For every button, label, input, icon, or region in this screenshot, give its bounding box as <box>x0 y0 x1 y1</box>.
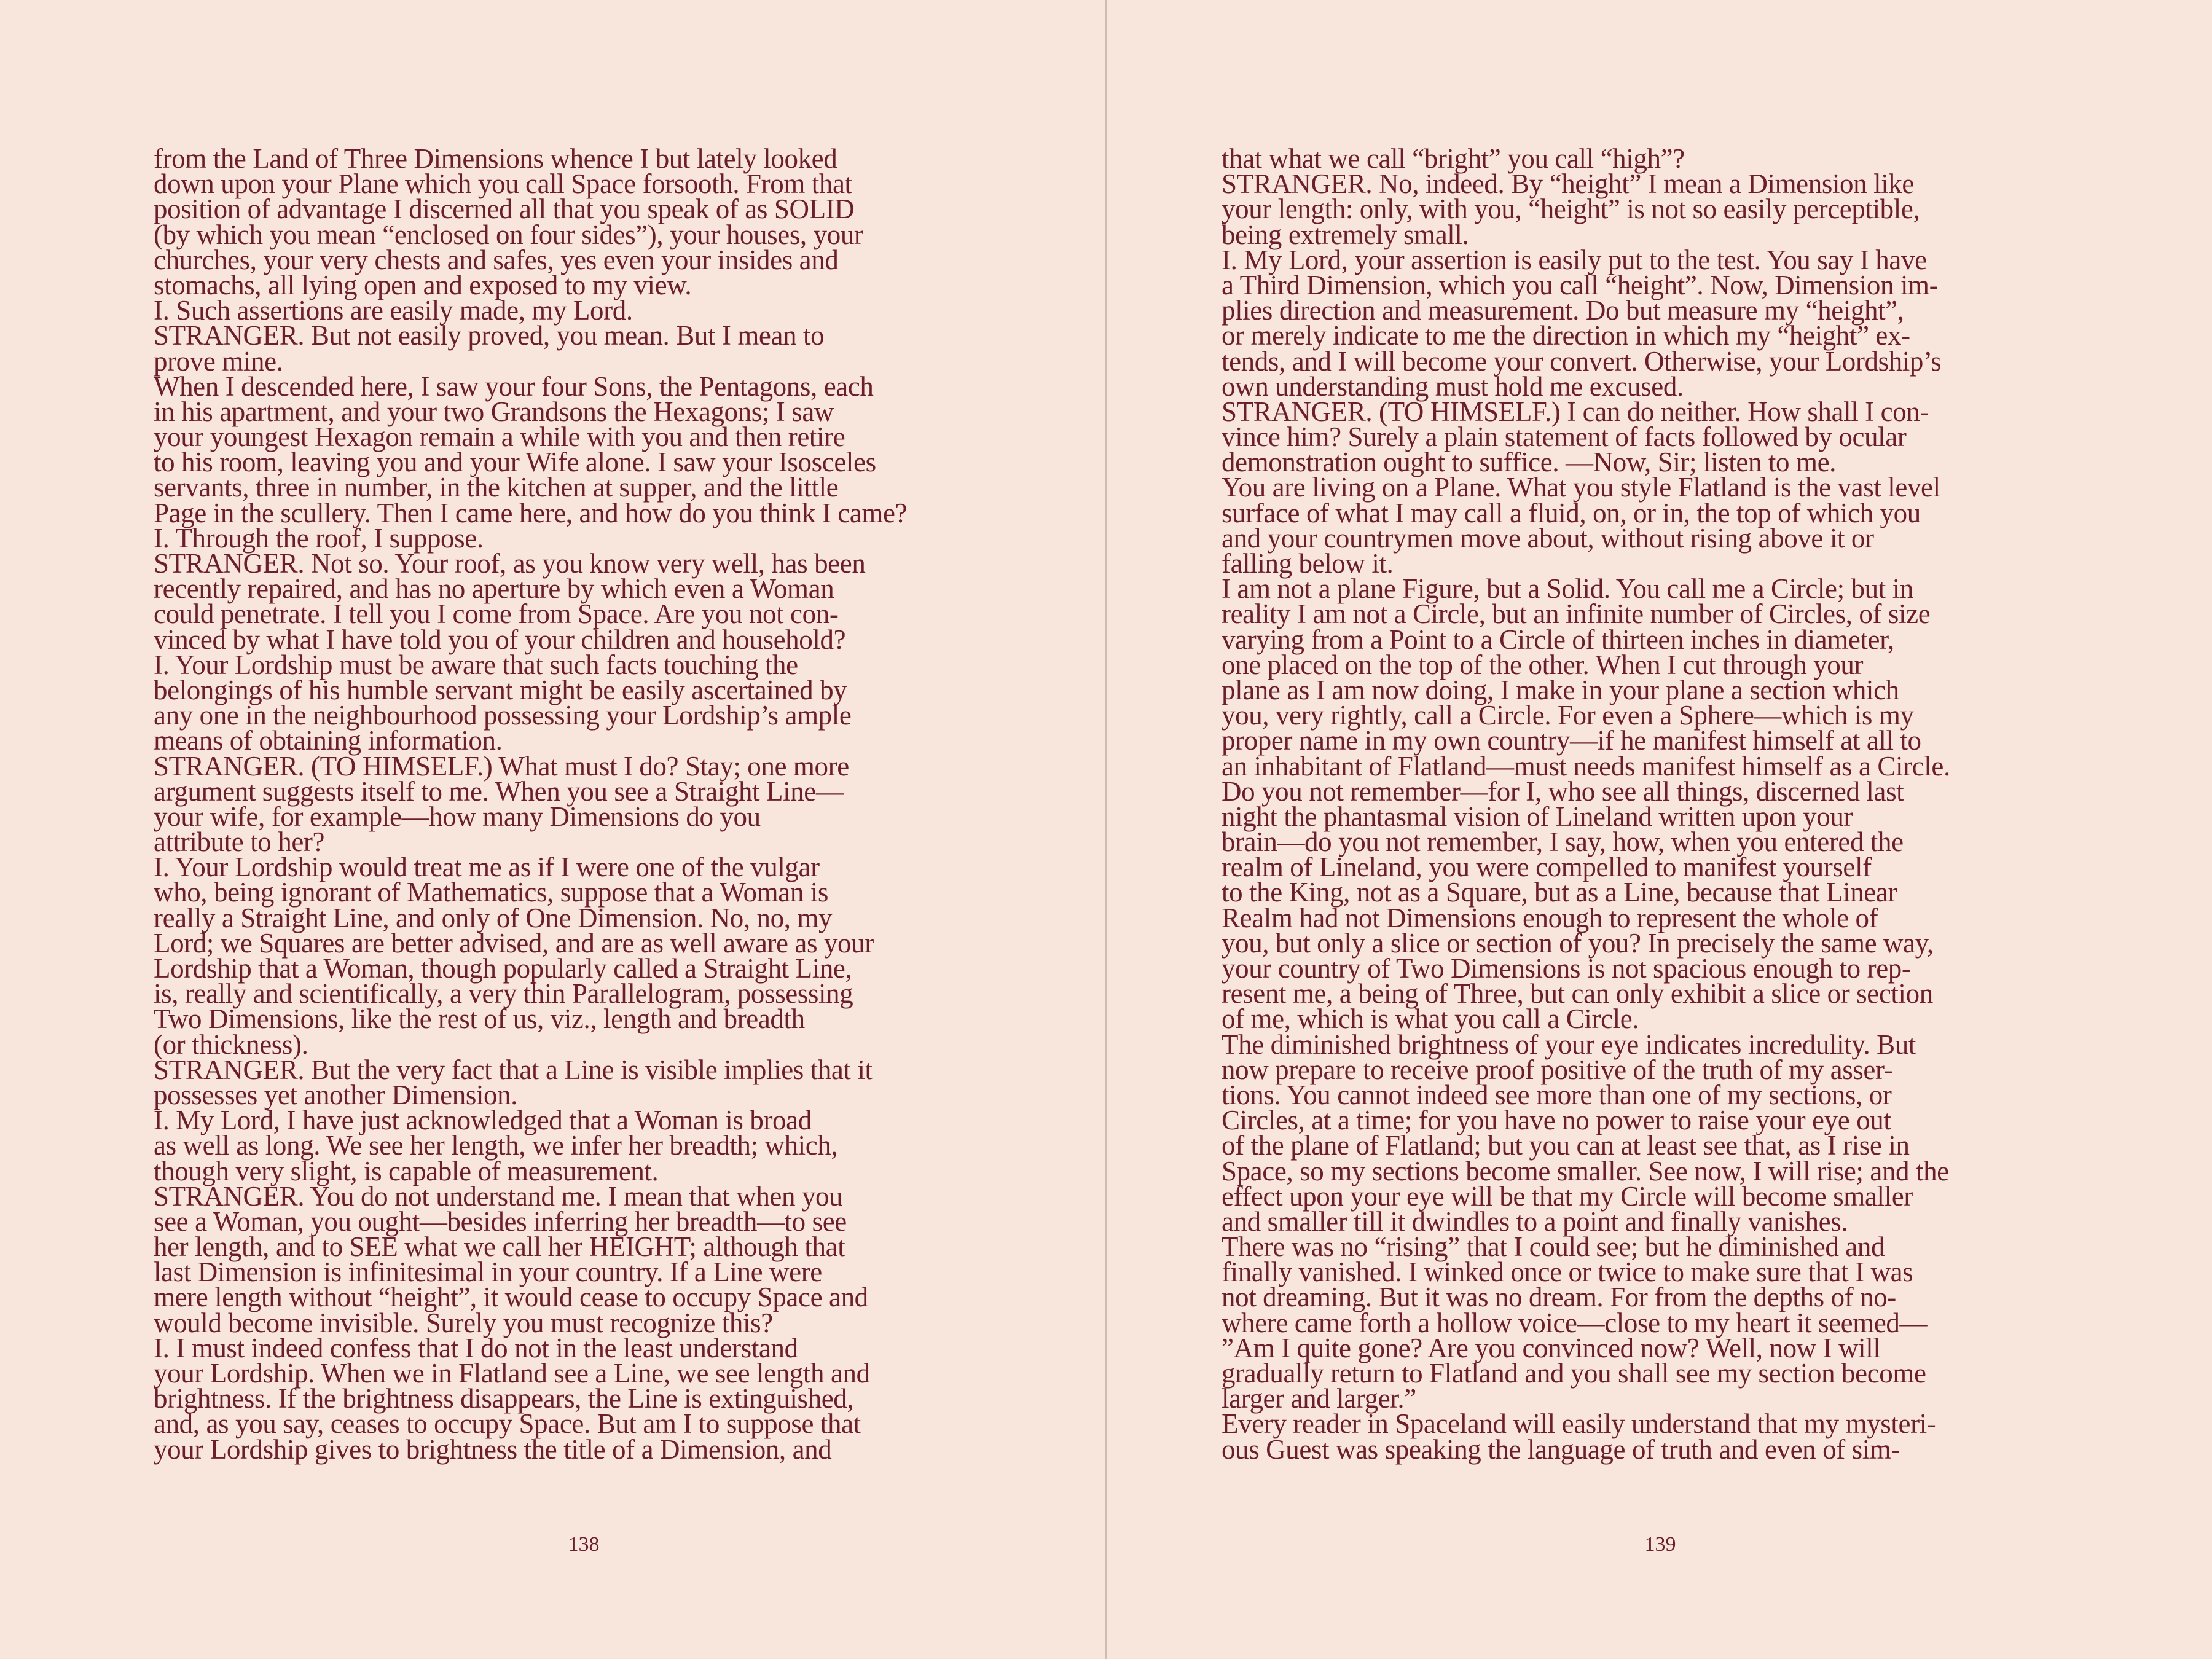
text-line: though very slight, is capable of measurement. <box>154 1155 659 1186</box>
text-line: possesses yet another Dimension. <box>154 1079 518 1110</box>
text-line: stomachs, all lying open and exposed to my view. <box>154 269 692 300</box>
text-line: her length, and to SEE what we call her HEIGHT; although that <box>154 1231 845 1263</box>
text-line: There was no “rising” that I could see; but he diminished and <box>1222 1231 1885 1263</box>
text-line: one placed on the top of the other. When I cut through your <box>1222 649 1864 680</box>
text-line: I. My Lord, I have just acknowledged that a Woman is broad <box>154 1105 812 1136</box>
text-line: I. I must indeed confess that I do not in the least understand <box>154 1332 798 1363</box>
text-line: Lordship that a Woman, though popularly called a Straight Line, <box>154 953 852 984</box>
text-line: ”Am I quite gone? Are you convinced now? Well, now I will <box>1222 1332 1881 1363</box>
text-line: STRANGER. (TO HIMSELF.) I can do neither. How shall I con- <box>1222 396 1929 427</box>
text-line: your country of Two Dimensions is not spacious enough to rep- <box>1222 953 1911 984</box>
text-line: larger and larger.” <box>1222 1383 1416 1414</box>
text-line: vinced by what I have told you of your children and household? <box>154 624 846 655</box>
left-page-number: 138 <box>568 1533 600 1556</box>
text-line: resent me, a being of Three, but can only exhibit a slice or section <box>1222 978 1933 1010</box>
text-line: belongings of his humble servant might be easily ascertained by <box>154 674 847 705</box>
text-line: is, really and scientifically, a very thin Parallelogram, possessing <box>154 978 853 1010</box>
text-line: from the Land of Three Dimensions whence I but lately looked <box>154 143 837 174</box>
text-line: STRANGER. You do not understand me. I mean that when you <box>154 1180 843 1212</box>
text-line: I. Such assertions are easily made, my Lord. <box>154 295 633 326</box>
text-line: a Third Dimension, which you call “height”. Now, Dimension im- <box>1222 269 1939 300</box>
text-line: STRANGER. But the very fact that a Line is visible implies that it <box>154 1054 873 1085</box>
text-line: Space, so my sections become smaller. See now, I will rise; and the <box>1222 1155 1949 1186</box>
text-line: your Lordship gives to brightness the title of a Dimension, and <box>154 1433 832 1465</box>
text-line: last Dimension is infinitesimal in your country. If a Line were <box>154 1257 822 1288</box>
text-line: where came forth a hollow voice—close to my heart it seemed— <box>1222 1307 1928 1338</box>
text-line: tends, and I will become your convert. Otherwise, your Lordship’s <box>1222 345 1942 377</box>
text-line: vince him? Surely a plain statement of facts followed by ocular <box>1222 422 1907 453</box>
text-line: plies direction and measurement. Do but measure my “height”, <box>1222 295 1904 326</box>
text-line: recently repaired, and has no aperture by which even a Woman <box>154 573 834 605</box>
text-line: Do you not remember—for I, who see all things, discerned last <box>1222 775 1904 807</box>
text-line: argument suggests itself to me. When you see a Straight Line— <box>154 775 844 807</box>
text-line: (or thickness). <box>154 1029 308 1060</box>
text-line: I. Through the roof, I suppose. <box>154 522 484 554</box>
text-line: brightness. If the brightness disappears, the Line is extinguished, <box>154 1383 854 1414</box>
text-line: and smaller till it dwindles to a point and finally vanishes. <box>1222 1206 1848 1237</box>
text-line: Circles, at a time; for you have no power to raise your eye out <box>1222 1105 1891 1136</box>
text-line: I am not a plane Figure, but a Solid. You call me a Circle; but in <box>1222 573 1913 605</box>
text-line: would become invisible. Surely you must recognize this? <box>154 1307 773 1338</box>
text-line: STRANGER. Not so. Your roof, as you know very well, has been <box>154 548 866 579</box>
text-line: STRANGER. But not easily proved, you mean. But I mean to <box>154 320 825 351</box>
text-line: surface of what I may call a fluid, on, or in, the top of which you <box>1222 497 1921 528</box>
text-line: plane as I am now doing, I make in your plane a section which <box>1222 674 1899 705</box>
text-line: means of obtaining information. <box>154 725 503 756</box>
text-line: I. My Lord, your assertion is easily put to the test. You say I have <box>1222 244 1927 275</box>
text-line: effect upon your eye will be that my Circle will become smaller <box>1222 1180 1913 1212</box>
right-page-number: 139 <box>1644 1533 1676 1556</box>
text-line: Realm had not Dimensions enough to represent the whole of <box>1222 902 1878 933</box>
text-line: tions. You cannot indeed see more than one of my sections, or <box>1222 1079 1892 1110</box>
text-line: or merely indicate to me the direction in which my “height” ex- <box>1222 320 1910 351</box>
text-line: your length: only, with you, “height” is not so easily perceptible, <box>1222 194 1920 225</box>
text-line: down upon your Plane which you call Space forsooth. From that <box>154 168 852 200</box>
text-line: gradually return to Flatland and you shall see my section become <box>1222 1358 1926 1389</box>
text-line: I. Your Lordship must be aware that such facts touching the <box>154 649 798 680</box>
text-line: mere length without “height”, it would cease to occupy Space and <box>154 1282 868 1313</box>
text-line: could penetrate. I tell you I come from Space. Are you not con- <box>154 598 839 630</box>
text-line: brain—do you not remember, I say, how, when you entered the <box>1222 826 1904 858</box>
text-line: you, but only a slice or section of you? In precisely the same way, <box>1222 927 1934 959</box>
text-line: being extremely small. <box>1222 219 1469 250</box>
text-line: reality I am not a Circle, but an infinite number of Circles, of size <box>1222 598 1931 630</box>
text-line: night the phantasmal vision of Lineland written upon your <box>1222 801 1853 832</box>
text-line: The diminished brightness of your eye indicates incredulity. But <box>1222 1029 1916 1060</box>
text-line: attribute to her? <box>154 826 325 858</box>
right-page <box>1107 0 2212 1659</box>
text-line: that what we call “bright” you call “high”? <box>1222 143 1685 174</box>
text-line: STRANGER. No, indeed. By “height” I mean a Dimension like <box>1222 168 1914 200</box>
text-line: see a Woman, you ought—besides inferring her breadth—to see <box>154 1206 847 1237</box>
text-line: Every reader in Spaceland will easily understand that my mysteri- <box>1222 1408 1936 1440</box>
text-line: Two Dimensions, like the rest of us, viz., length and breadth <box>154 1003 805 1035</box>
text-line: to his room, leaving you and your Wife alone. I saw your Isosceles <box>154 447 876 478</box>
text-line: falling below it. <box>1222 548 1394 579</box>
text-line: now prepare to receive proof positive of the truth of my asser- <box>1222 1054 1893 1085</box>
text-line: of the plane of Flatland; but you can at least see that, as I rise in <box>1222 1130 1910 1161</box>
text-line: your wife, for example—how many Dimensions do you <box>154 801 761 832</box>
text-line: demonstration ought to suffice. —Now, Sir; listen to me. <box>1222 447 1836 478</box>
text-line: STRANGER. (TO HIMSELF.) What must I do? Stay; one more <box>154 750 849 782</box>
text-line: your youngest Hexagon remain a while with you and then retire <box>154 422 845 453</box>
text-line: Page in the scullery. Then I came here, and how do you think I came? <box>154 497 908 528</box>
text-line: and, as you say, ceases to occupy Space. But am I to suppose that <box>154 1408 861 1440</box>
text-line: your Lordship. When we in Flatland see a Line, we see length and <box>154 1358 870 1389</box>
text-line: varying from a Point to a Circle of thirteen inches in diameter, <box>1222 624 1894 655</box>
text-line: prove mine. <box>154 345 283 377</box>
text-line: of me, which is what you call a Circle. <box>1222 1003 1639 1035</box>
text-line: Lord; we Squares are better advised, and are as well aware as your <box>154 927 874 959</box>
text-line: I. Your Lordship would treat me as if I were one of the vulgar <box>154 852 820 883</box>
right-page-body-text <box>1222 143 2076 1465</box>
text-line: churches, your very chests and safes, yes even your insides and <box>154 244 839 275</box>
text-line: (by which you mean “enclosed on four sides”), your houses, your <box>154 219 863 250</box>
text-line: any one in the neighbourhood possessing your Lordship’s ample <box>154 700 852 731</box>
text-line: proper name in my own country—if he manifest himself at all to <box>1222 725 1921 756</box>
text-line: to the King, not as a Square, but as a Line, because that Linear <box>1222 877 1897 908</box>
text-line: an inhabitant of Flatland—must needs manifest himself as a Circle. <box>1222 750 1950 782</box>
text-line: as well as long. We see her length, we infer her breadth; which, <box>154 1130 838 1161</box>
text-line: ous Guest was speaking the language of truth and even of sim- <box>1222 1433 1900 1465</box>
text-line: not dreaming. But it was no dream. For from the depths of no- <box>1222 1282 1896 1313</box>
text-line: you, very rightly, call a Circle. For even a Sphere—which is my <box>1222 700 1914 731</box>
left-page-body-text <box>154 143 1008 1465</box>
text-line: finally vanished. I winked once or twice to make sure that I was <box>1222 1257 1913 1288</box>
text-line: realm of Lineland, you were compelled to manifest yourself <box>1222 852 1872 883</box>
text-line: own understanding must hold me excused. <box>1222 371 1684 402</box>
text-line: servants, three in number, in the kitchen at supper, and the little <box>154 472 839 503</box>
text-line: When I descended here, I saw your four Sons, the Pentagons, each <box>154 371 874 402</box>
text-line: who, being ignorant of Mathematics, suppose that a Woman is <box>154 877 828 908</box>
text-line: You are living on a Plane. What you style Flatland is the vast level <box>1222 472 1940 503</box>
text-line: position of advantage I discerned all that you speak of as SOLID <box>154 194 855 225</box>
text-line: really a Straight Line, and only of One Dimension. No, no, my <box>154 902 833 933</box>
text-line: in his apartment, and your two Grandsons the Hexagons; I saw <box>154 396 834 427</box>
text-line: and your countrymen move about, without rising above it or <box>1222 522 1874 554</box>
